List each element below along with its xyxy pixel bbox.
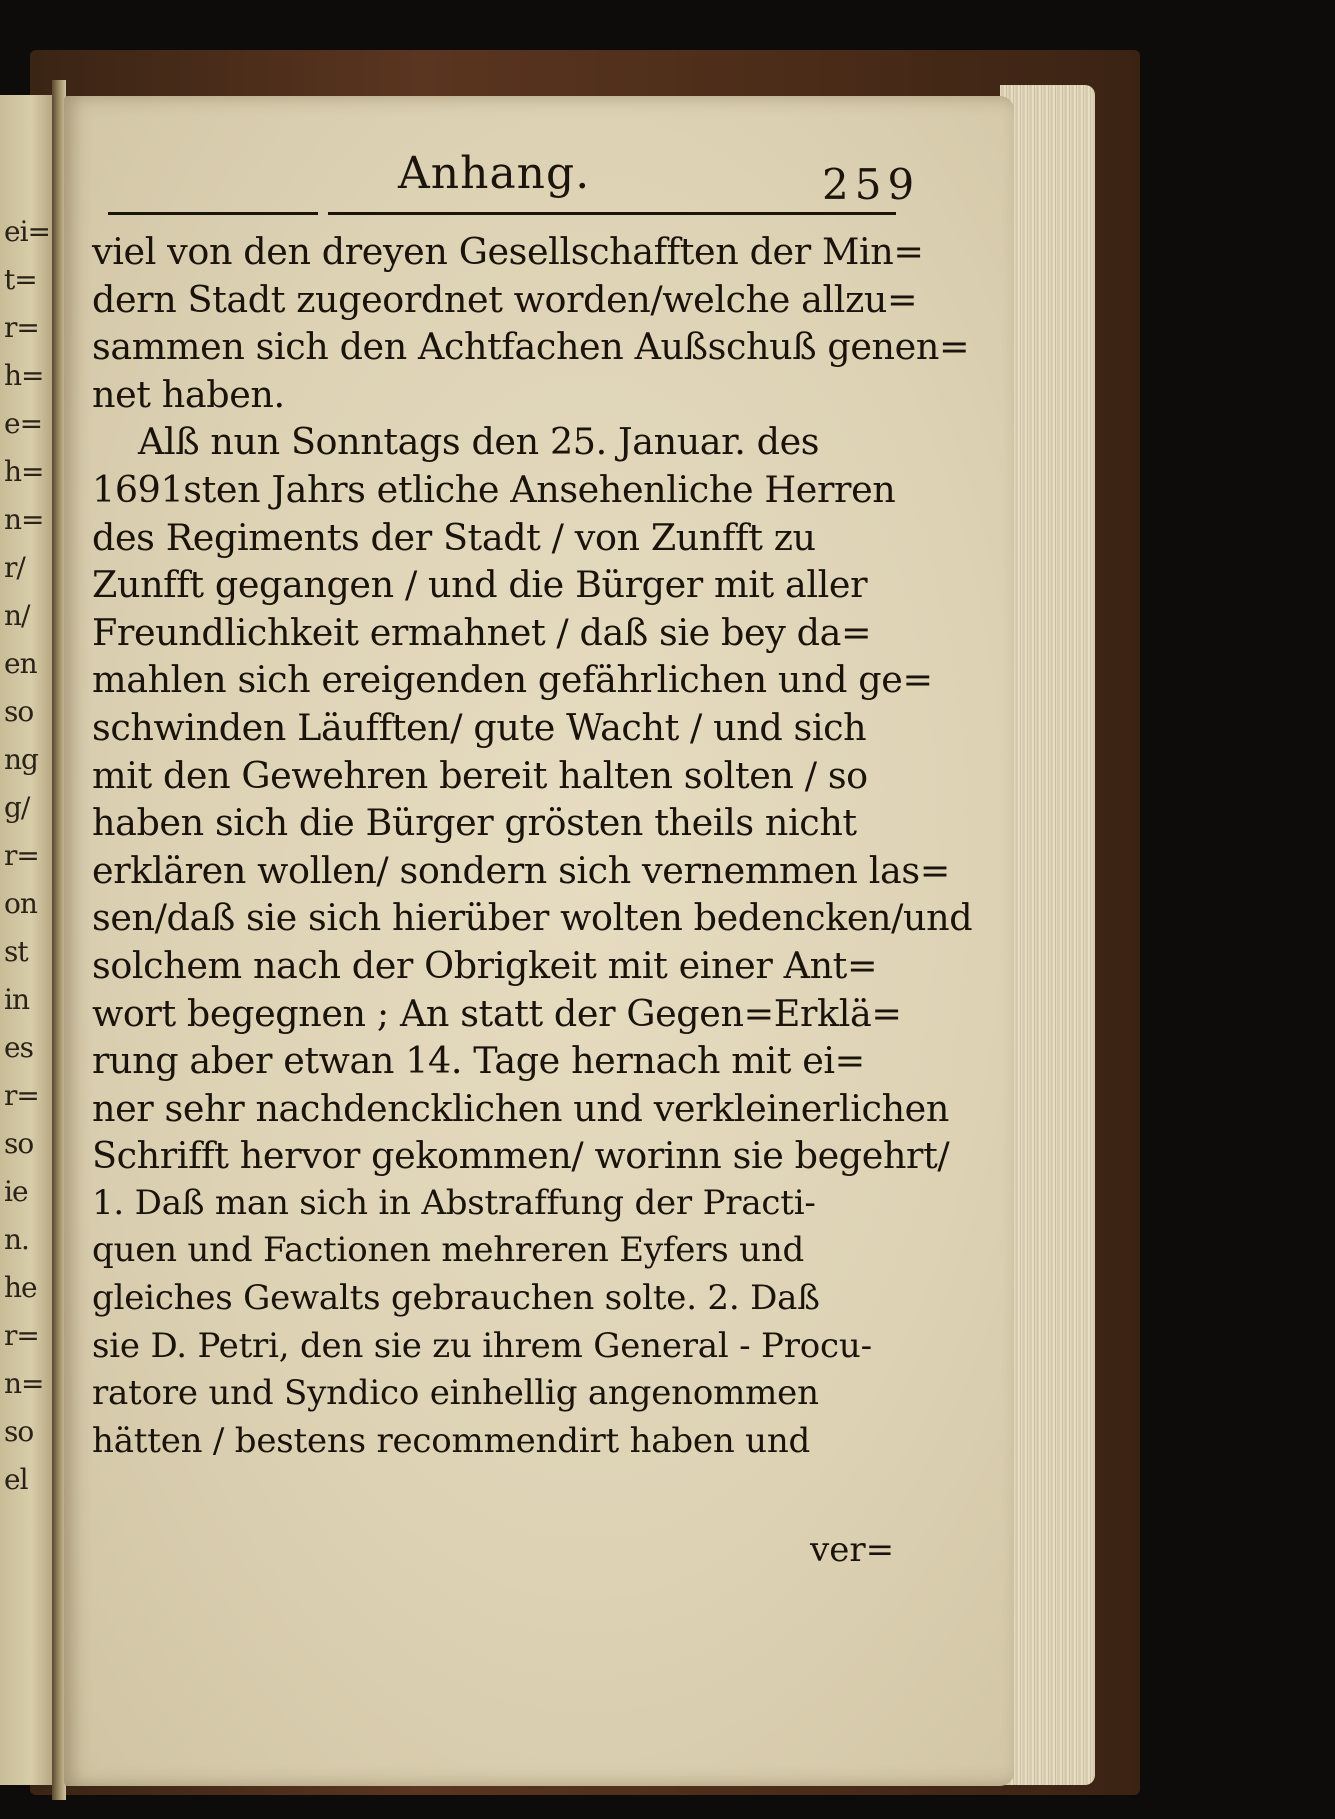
text-line: mahlen sich ereigenden gefährlichen und ge= [92,658,933,702]
text-line: schwinden Läufften/ gute Wacht / und sich [92,705,867,749]
facing-page-fragment: h= [4,359,44,392]
facing-page-fragment: en [4,647,37,680]
facing-page-fragment: ie [4,1175,28,1208]
facing-page-fragment: h= [4,455,44,488]
facing-page-fragment: so [4,1415,34,1448]
facing-page-fragment: r= [4,311,39,344]
page-number: 259 [822,160,921,209]
text-line: Freundlichkeit ermahnet / daß sie bey da= [92,610,872,654]
facing-page-fragment: t= [4,263,37,296]
text-line: sammen sich den Achtfachen Außschuß genen= [92,325,970,369]
text-line: mit den Gewehren bereit halten solten / so [92,753,868,797]
facing-page-fragment: ng [4,743,38,776]
facing-page-fragment: so [4,1127,34,1160]
facing-page-fragment: on [4,887,37,920]
facing-page-fragment: ei= [4,215,50,248]
facing-page-fragment: in [4,983,29,1016]
facing-page-fragment: r= [4,1319,39,1352]
facing-page-fragment: g/ [4,791,30,824]
header-rule-right [328,212,896,215]
text-line: hätten / bestens recommendirt haben und [92,1420,811,1461]
text-line: sie D. Petri, den sie zu ihrem General - Procu- [92,1325,872,1366]
text-line: haben sich die Bürger grösten theils nicht [92,801,857,845]
text-line: gleiches Gewalts gebrauchen solte. 2. Daß [92,1278,820,1319]
facing-page-fragment: e= [4,407,43,440]
text-line: 1691sten Jahrs etliche Ansehenliche Herren [92,467,896,511]
facing-page-fragment: st [4,935,28,968]
text-line: des Regiments der Stadt / von Zunfft zu [92,515,816,559]
text-line: net haben. [92,372,285,416]
catchword: ver= [810,1530,895,1570]
facing-page-fragment: n/ [4,599,30,632]
header-rule-left [108,212,318,215]
text-line: Schrifft hervor gekommen/ worinn sie begehrt/ [92,1134,950,1178]
text-line: 1. Daß man sich in Abstraffung der Practi- [92,1182,816,1223]
facing-page-fragment: so [4,695,34,728]
text-line: ratore und Syndico einhellig angenommen [92,1373,819,1414]
text-line: rung aber etwan 14. Tage hernach mit ei= [92,1039,865,1083]
text-line: Alß nun Sonntags den 25. Januar. des [138,420,820,464]
facing-page-fragment: el [4,1463,28,1496]
facing-page-margin [0,95,52,1785]
page-edges [1000,85,1095,1785]
facing-page-fragment: r/ [4,551,25,584]
text-line: sen/daß sie sich hierüber wolten bedencken/und [92,896,973,940]
facing-page-fragment: r= [4,839,39,872]
facing-page-fragment: n= [4,503,44,536]
text-line: erklären wollen/ sondern sich vernemmen las= [92,848,950,892]
text-line: wort begegnen ; An statt der Gegen=Erklä= [92,991,902,1035]
page-body-text [92,228,973,1465]
facing-page-fragment: n= [4,1367,44,1400]
running-title: Anhang. [398,148,591,199]
text-line: quen und Factionen mehreren Eyfers und [92,1230,805,1271]
facing-page-fragment: es [4,1031,33,1064]
page-header [100,148,921,218]
text-line: dern Stadt zugeordnet worden/welche allzu= [92,277,918,321]
facing-page-fragment: n. [4,1223,29,1256]
text-line: solchem nach der Obrigkeit mit einer Ant= [92,943,878,987]
facing-page-fragment: he [4,1271,37,1304]
facing-page-fragment: r= [4,1079,39,1112]
text-line: ner sehr nachdencklichen und verkleinerlichen [92,1086,949,1130]
text-line: viel von den dreyen Gesellschafften der Min= [92,230,924,273]
text-line: Zunfft gegangen / und die Bürger mit aller [92,563,868,607]
